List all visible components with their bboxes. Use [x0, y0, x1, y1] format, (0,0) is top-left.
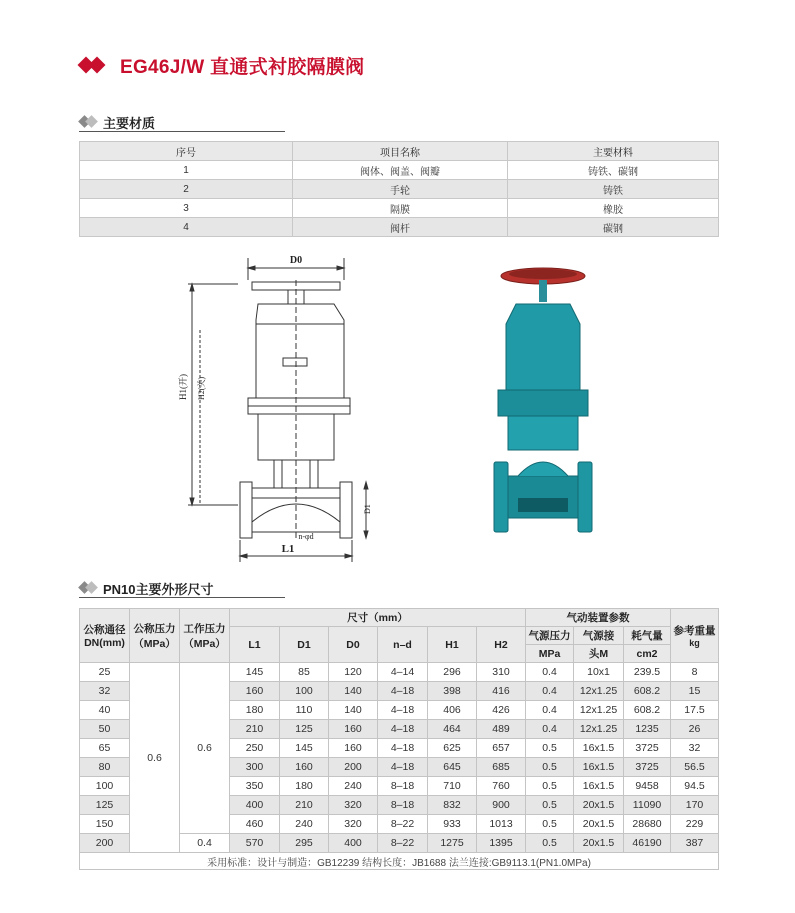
label-d0: D0 — [289, 255, 303, 266]
col-header-wp: 工作压力（MPa） — [180, 609, 230, 663]
cell-weight: 26 — [671, 720, 719, 739]
cell-l1: 210 — [230, 720, 280, 739]
cell-h2: 760 — [477, 777, 526, 796]
dimensions-section-head — [79, 578, 214, 598]
section-divider — [79, 597, 285, 598]
cell-d0: 160 — [329, 739, 378, 758]
col-header-air-pressure: 气源压力 — [526, 627, 574, 645]
cell-h2: 489 — [477, 720, 526, 739]
table-row — [80, 180, 719, 199]
cell-d0: 320 — [329, 796, 378, 815]
cell-wp: 0.6 — [180, 663, 230, 834]
cell-d1: 125 — [280, 720, 329, 739]
cell-d1: 210 — [280, 796, 329, 815]
col-header-d1: D1 — [280, 627, 329, 663]
cell-h2: 426 — [477, 701, 526, 720]
cell-h2: 657 — [477, 739, 526, 758]
cell-air-pressure: 0.4 — [526, 682, 574, 701]
cell-l1: 460 — [230, 815, 280, 834]
label-d1: D1 — [363, 504, 372, 514]
cell-air-pressure: 0.5 — [526, 834, 574, 853]
label-nd: n-φd — [298, 532, 314, 541]
cell-h2: 310 — [477, 663, 526, 682]
cell-h1: 1275 — [428, 834, 477, 853]
cell-air-joint: 20x1.5 — [574, 834, 624, 853]
cell-h2: 900 — [477, 796, 526, 815]
label-h2: H2(关) — [197, 376, 206, 400]
cell-d0: 400 — [329, 834, 378, 853]
dimensions-section-title: PN10主要外形尺寸 — [103, 581, 214, 597]
cell-dn: 125 — [80, 796, 130, 815]
cell-air-joint: 12x1.25 — [574, 682, 624, 701]
cell-weight: 32 — [671, 739, 719, 758]
cell-d0: 320 — [329, 815, 378, 834]
cell-weight: 170 — [671, 796, 719, 815]
cell-air-pressure: 0.5 — [526, 739, 574, 758]
cell-d0: 200 — [329, 758, 378, 777]
cell-l1: 180 — [230, 701, 280, 720]
cell-air-pressure: 0.5 — [526, 796, 574, 815]
cell-l1: 570 — [230, 834, 280, 853]
table-cell: 隔膜 — [293, 199, 508, 218]
cell-air-pressure: 0.5 — [526, 777, 574, 796]
col-header-d0: D0 — [329, 627, 378, 663]
cell-l1: 250 — [230, 739, 280, 758]
table-header-row — [80, 609, 719, 627]
table-cell: 橡胶 — [508, 199, 719, 218]
cell-pn: 0.6 — [130, 663, 180, 853]
cell-h2: 685 — [477, 758, 526, 777]
cell-nd: 4–14 — [378, 663, 428, 682]
cell-dn: 65 — [80, 739, 130, 758]
dimensions-table — [79, 608, 719, 870]
cell-d1: 85 — [280, 663, 329, 682]
cell-air-consumption: 46190 — [624, 834, 671, 853]
page-header — [78, 50, 364, 80]
table-row — [80, 161, 719, 180]
col-header-air-consumption: 耗气量 — [624, 627, 671, 645]
cell-d0: 140 — [329, 701, 378, 720]
page-title: EG46J/W 直通式衬胶隔膜阀 — [120, 56, 365, 78]
cell-air-consumption: 3725 — [624, 758, 671, 777]
cell-d1: 180 — [280, 777, 329, 796]
cell-h1: 406 — [428, 701, 477, 720]
cell-air-joint: 12x1.25 — [574, 701, 624, 720]
col-header-l1: L1 — [230, 627, 280, 663]
col-header-dn: 公称通径DN(mm) — [80, 609, 130, 663]
cell-d1: 145 — [280, 739, 329, 758]
cell-air-joint: 16x1.5 — [574, 777, 624, 796]
cell-dn: 150 — [80, 815, 130, 834]
table-cell: 3 — [80, 199, 293, 218]
cell-h1: 645 — [428, 758, 477, 777]
cell-l1: 160 — [230, 682, 280, 701]
cell-weight: 17.5 — [671, 701, 719, 720]
col-header-weight: 参考重量 kg — [671, 609, 719, 663]
cell-dn: 40 — [80, 701, 130, 720]
table-row — [80, 199, 719, 218]
col-header-air-joint-unit: 头M — [574, 645, 624, 663]
cell-nd: 4–18 — [378, 701, 428, 720]
label-l1: L1 — [281, 543, 295, 555]
cell-nd: 8–22 — [378, 815, 428, 834]
cell-air-pressure: 0.4 — [526, 701, 574, 720]
cell-h1: 398 — [428, 682, 477, 701]
cell-nd: 4–18 — [378, 682, 428, 701]
cell-nd: 8–22 — [378, 834, 428, 853]
table-cell: 2 — [80, 180, 293, 199]
cell-weight: 15 — [671, 682, 719, 701]
cell-dn: 25 — [80, 663, 130, 682]
table-row — [80, 663, 719, 682]
table-cell: 阀体、阀盖、阀瓣 — [293, 161, 508, 180]
cell-dn: 50 — [80, 720, 130, 739]
cell-air-joint: 20x1.5 — [574, 796, 624, 815]
valve-photo — [488, 262, 598, 542]
table-cell: 阀杆 — [293, 218, 508, 237]
materials-section-head — [79, 112, 155, 132]
cell-dn: 100 — [80, 777, 130, 796]
col-header-item: 项目名称 — [293, 142, 508, 161]
col-group-air: 气动装置参数 — [526, 609, 671, 627]
cell-d1: 295 — [280, 834, 329, 853]
cell-h1: 933 — [428, 815, 477, 834]
col-header-h2: H2 — [477, 627, 526, 663]
table-cell: 铸铁、碳钢 — [508, 161, 719, 180]
cell-l1: 400 — [230, 796, 280, 815]
cell-nd: 8–18 — [378, 796, 428, 815]
cell-h1: 832 — [428, 796, 477, 815]
table-footer-row — [80, 853, 719, 870]
col-header-air-joint: 气源接 — [574, 627, 624, 645]
cell-air-consumption: 608.2 — [624, 682, 671, 701]
section-divider — [79, 131, 285, 132]
cell-h2: 416 — [477, 682, 526, 701]
title-diamond-icon — [78, 55, 112, 75]
cell-air-pressure: 0.4 — [526, 720, 574, 739]
cell-air-consumption: 608.2 — [624, 701, 671, 720]
cell-h1: 464 — [428, 720, 477, 739]
cell-weight: 229 — [671, 815, 719, 834]
table-cell: 4 — [80, 218, 293, 237]
cell-h2: 1013 — [477, 815, 526, 834]
valve-technical-drawing — [178, 250, 378, 570]
cell-air-consumption: 3725 — [624, 739, 671, 758]
cell-weight: 8 — [671, 663, 719, 682]
cell-air-pressure: 0.4 — [526, 663, 574, 682]
table-row — [80, 218, 719, 237]
col-header-material: 主要材料 — [508, 142, 719, 161]
table-cell: 1 — [80, 161, 293, 180]
cell-air-joint: 16x1.5 — [574, 739, 624, 758]
cell-air-pressure: 0.5 — [526, 758, 574, 777]
cell-d1: 110 — [280, 701, 329, 720]
cell-nd: 8–18 — [378, 777, 428, 796]
cell-nd: 4–18 — [378, 739, 428, 758]
section-diamond-icon — [79, 114, 99, 130]
cell-dn: 200 — [80, 834, 130, 853]
cell-d0: 240 — [329, 777, 378, 796]
cell-air-consumption: 28680 — [624, 815, 671, 834]
cell-wp: 0.4 — [180, 834, 230, 853]
col-group-size: 尺寸（mm） — [230, 609, 526, 627]
cell-nd: 4–18 — [378, 720, 428, 739]
col-header-air-consumption-unit: cm2 — [624, 645, 671, 663]
cell-air-joint: 20x1.5 — [574, 815, 624, 834]
table-cell: 手轮 — [293, 180, 508, 199]
col-header-air-pressure-unit: MPa — [526, 645, 574, 663]
cell-weight: 387 — [671, 834, 719, 853]
materials-section-title: 主要材质 — [103, 115, 156, 131]
cell-weight: 56.5 — [671, 758, 719, 777]
col-header-h1: H1 — [428, 627, 477, 663]
table-cell: 碳钢 — [508, 218, 719, 237]
cell-air-consumption: 9458 — [624, 777, 671, 796]
cell-h1: 296 — [428, 663, 477, 682]
col-header-index: 序号 — [80, 142, 293, 161]
cell-d0: 140 — [329, 682, 378, 701]
cell-weight: 94.5 — [671, 777, 719, 796]
cell-air-joint: 12x1.25 — [574, 720, 624, 739]
cell-air-joint: 16x1.5 — [574, 758, 624, 777]
cell-air-pressure: 0.5 — [526, 815, 574, 834]
cell-h1: 710 — [428, 777, 477, 796]
cell-d1: 240 — [280, 815, 329, 834]
cell-d1: 160 — [280, 758, 329, 777]
cell-l1: 350 — [230, 777, 280, 796]
label-h1: H1(开) — [178, 374, 188, 400]
cell-air-consumption: 1235 — [624, 720, 671, 739]
cell-l1: 300 — [230, 758, 280, 777]
cell-dn: 80 — [80, 758, 130, 777]
cell-dn: 32 — [80, 682, 130, 701]
cell-d1: 100 — [280, 682, 329, 701]
col-header-nd: n–d — [378, 627, 428, 663]
col-header-pn: 公称压力（MPa） — [130, 609, 180, 663]
cell-air-consumption: 239.5 — [624, 663, 671, 682]
cell-d0: 160 — [329, 720, 378, 739]
cell-d0: 120 — [329, 663, 378, 682]
cell-air-consumption: 11090 — [624, 796, 671, 815]
section-diamond-icon — [79, 580, 99, 596]
cell-air-joint: 10x1 — [574, 663, 624, 682]
cell-nd: 4–18 — [378, 758, 428, 777]
cell-h2: 1395 — [477, 834, 526, 853]
table-header-row — [80, 142, 719, 161]
materials-table — [79, 141, 719, 237]
cell-h1: 625 — [428, 739, 477, 758]
table-cell: 铸铁 — [508, 180, 719, 199]
standards-note: 采用标准：设计与制造：GB12239 结构长度：JB1688 法兰连接:GB9113.1(PN1.0MPa) — [80, 853, 719, 870]
cell-l1: 145 — [230, 663, 280, 682]
